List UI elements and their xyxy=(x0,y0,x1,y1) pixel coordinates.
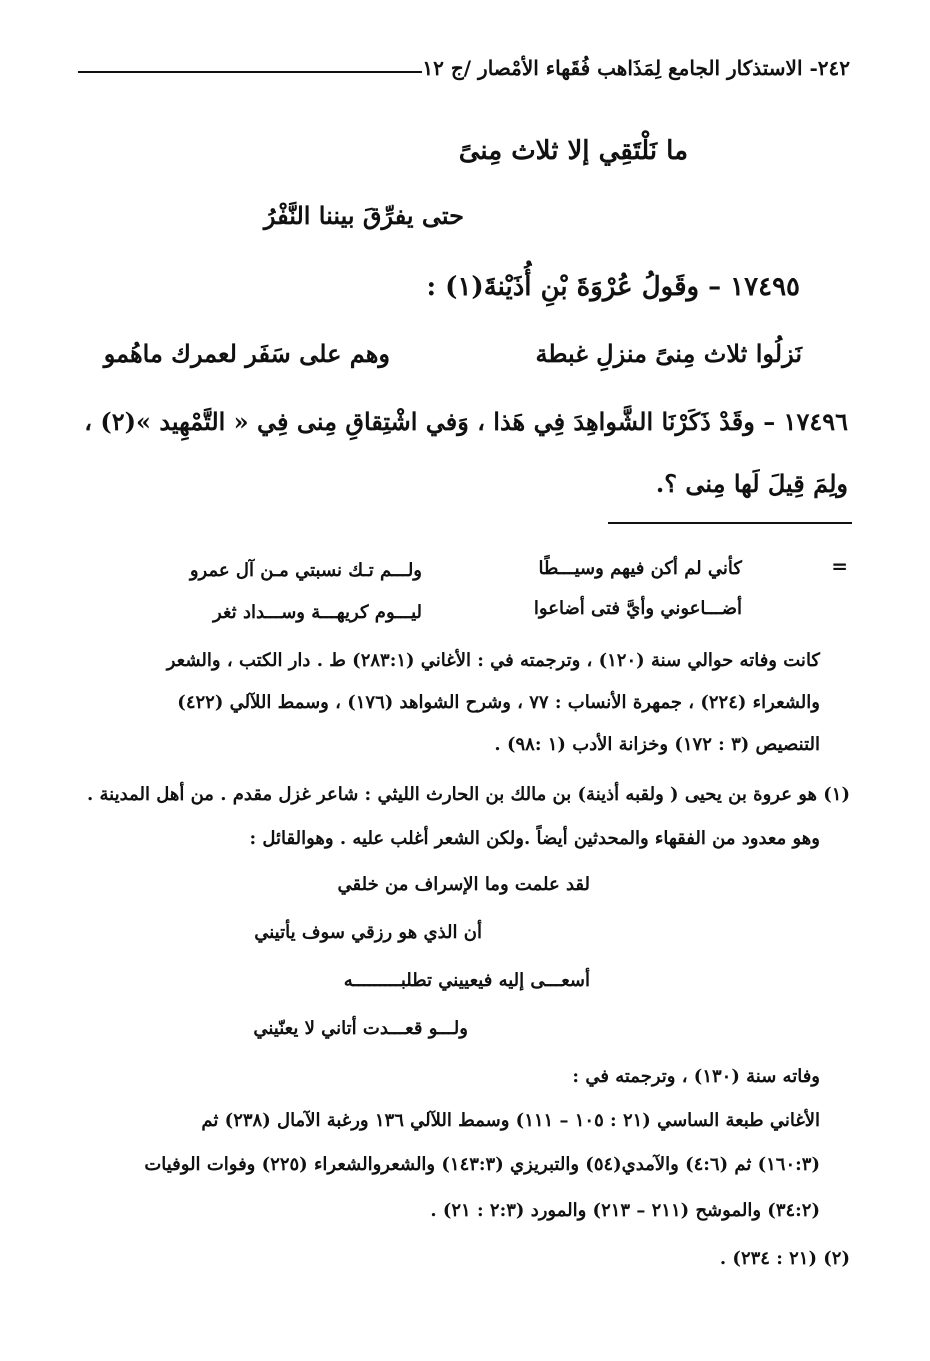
footnote-bio-line3: التنصيص (٣ : ١٧٢) وخزانة الأدب (١ :٩٨) . xyxy=(494,734,820,755)
header-rule xyxy=(78,71,422,73)
footnote-1-refs-line2: (١٦٠:٣) ثم (٤:٦) والآمدي(٥٤) والتبريزي (١٤٣:٣) والشعروالشعراء (٢٢٥) وفوات الوفيات xyxy=(144,1154,820,1175)
running-header: ٢٤٢- الاستذكار الجامع لِمَذَاهب فُقَهاء الأمْصار /ج ١٢ xyxy=(422,56,850,80)
footnote-separator xyxy=(608,522,852,524)
verse1-line1: ما نَلْتَقِي إلا ثلاث مِنىً xyxy=(458,136,688,166)
footnote-1-death: وفاته سنة (١٣٠) ، وترجمته في : xyxy=(572,1066,820,1087)
footnote-1-refs-line1: الأغاني طبعة الساسي (٢١ : ١٠٥ – ١١١) وسمط اللآلي ١٣٦ ورغبة الآمال (٢٣٨) ثم xyxy=(201,1110,820,1131)
footnote-verse-a-right: كأني لم أكن فيهم وسيـــطًا xyxy=(538,558,742,579)
footnote-bio-line1: كانت وفاته حوالي سنة (١٢٠) ، وترجمته في : الأغاني (٢٨٣:١) ط . دار الكتب ، والشعر xyxy=(166,650,820,671)
footnote-poem-line4: ولـــو قعـــدت أتاني لا يعنّيني xyxy=(253,1018,468,1039)
footnote-bio-line2: والشعراء (٢٢٤) ، جمهرة الأنساب : ٧٧ ، وشرح الشواهد (١٧٦) ، وسمط اللآلي (٤٢٢) xyxy=(177,692,820,713)
verse1-line2: حتى يفرِّقَ بيننا النَّفْرُ xyxy=(263,201,464,230)
footnote-2: (٢) (٢١ : ٢٣٤) . xyxy=(719,1248,850,1269)
footnote-1-line1: (١) هو عروة بن يحيى ( ولقبه أذينة) بن مالك بن الحارث الليثي : شاعر غزل مقدم . من أهل المدينة . xyxy=(86,784,850,805)
footnote-1-line2: وهو معدود من الفقهاء والمحدثين أيضاً .ولكن الشعر أغلب عليه . وهوالقائل : xyxy=(249,828,820,849)
footnote-poem-line2: أن الذي هو رزقي سوف يأتيني xyxy=(254,922,482,943)
footnote-poem-line3: أسعـــى إليه فيعييني تطلبـــــــــه xyxy=(343,970,590,991)
paragraph-17495: ١٧٤٩٥ – وقَولُ عُرْوَةَ بْنِ أُذَيْنةَ(١) : xyxy=(426,272,800,302)
continuation-mark: = xyxy=(831,554,848,578)
footnote-poem-line1: لقد علمت وما الإسراف من خلقي xyxy=(337,874,590,895)
footnote-1-refs-line3: (٣٤:٢) والموشح (٢١١ – ٢١٣) والمورد (٢:٣ : ٢١) . xyxy=(430,1200,820,1221)
footnote-verse-a-left: ولـــم تـك نسبتي مـن آل عمرو xyxy=(189,560,422,581)
footnote-verse-b-right: أضـــاعوني وأيَّ فتى أضاعوا xyxy=(533,598,742,619)
paragraph-17496-line2: ولِمَ قِيلَ لَها مِنى ؟. xyxy=(655,469,848,498)
footnote-verse-b-left: ليـــوم كريهـــة وســـداد ثغر xyxy=(213,602,422,623)
verse2-left-hemistich: وهم على سَفَر لعمرك ماهُمو xyxy=(103,339,390,368)
verse2-right-hemistich: نَزلُوا ثلاث مِنىً منزلِ غبطة xyxy=(535,339,802,368)
paragraph-17496-line1: ١٧٤٩٦ – وقَدْ ذَكَرْنَا الشَّواهِدَ فِي هَذا ، وَفي اشْتِقاقِ مِنى فِي « التَّمْهِيد »(٢) ، xyxy=(84,407,848,436)
